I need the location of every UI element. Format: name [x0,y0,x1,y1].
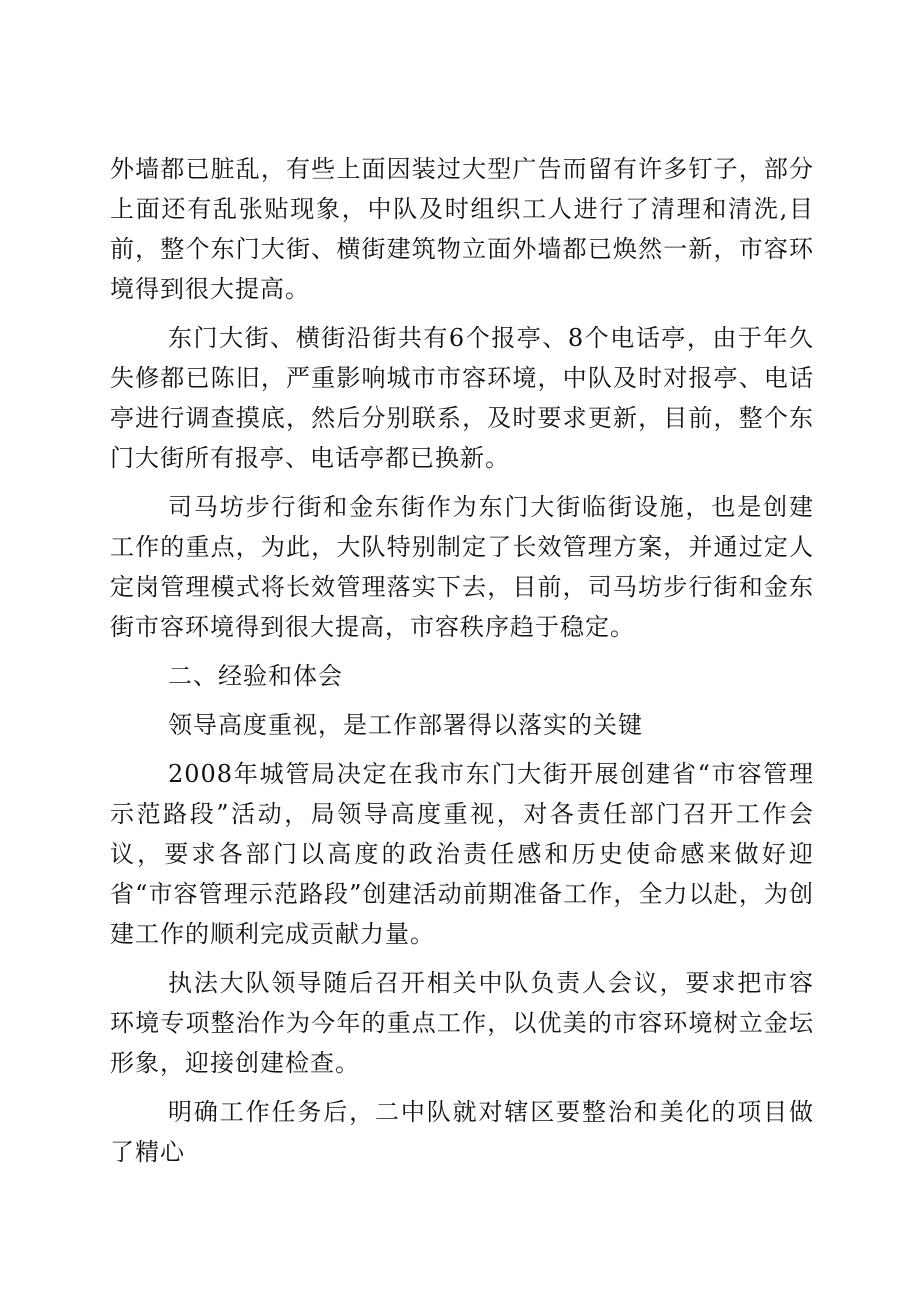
paragraph-exterior-walls: 外墙都已脏乱，有些上面因装过大型广告而留有许多钉子，部分上面还有乱张贴现象，中队及时组织工人进行了清理和清洗,目前，整个东门大街、横街建筑物立面外墙都已焕然一新，市容环境得到很大提高。 [110,155,814,303]
paragraph-task-clarified: 明确工作任务后，二中队就对辖区要整治和美化的项目做了精心 [110,1098,814,1166]
paragraph-pedestrian-street: 司马坊步行街和金东街作为东门大街临街设施，也是创建工作的重点，为此，大队特别制定了长效管理方案，并通过定人定岗管理模式将长效管理落实下去，目前，司马坊步行街和金东街市容环境得到很大提高，市容秩序趋于稳定。 [110,493,814,641]
paragraph-kiosks: 东门大街、横街沿街共有6个报亭、8个电话亭，由于年久失修都已陈旧，严重影响城市市容环境，中队及时对报亭、电话亭进行调查摸底，然后分别联系，及时要求更新，目前，整个东门大街所有报亭、电话亭都已换新。 [110,324,814,472]
paragraph-2008-initiative: 2008年城管局决定在我市东门大街开展创建省“市容管理示范路段”活动，局领导高度重视，对各责任部门召开工作会议，要求各部门以高度的政治责任感和历史使命感来做好迎省“市容管理示范路段”创建活动前期准备工作，全力以赴，为创建工作的顺利完成贡献力量。 [110,760,814,948]
section-heading-experience: 二、经验和体会 [168,662,343,690]
subheading-leadership: 领导高度重视，是工作部署得以落实的关键 [168,711,643,739]
document-body [110,149,814,1181]
paragraph-enforcement-meeting: 执法大队领导随后召开相关中队负责人会议，要求把市容环境专项整治作为今年的重点工作，以优美的市容环境树立金坛形象，迎接创建检查。 [110,969,814,1077]
